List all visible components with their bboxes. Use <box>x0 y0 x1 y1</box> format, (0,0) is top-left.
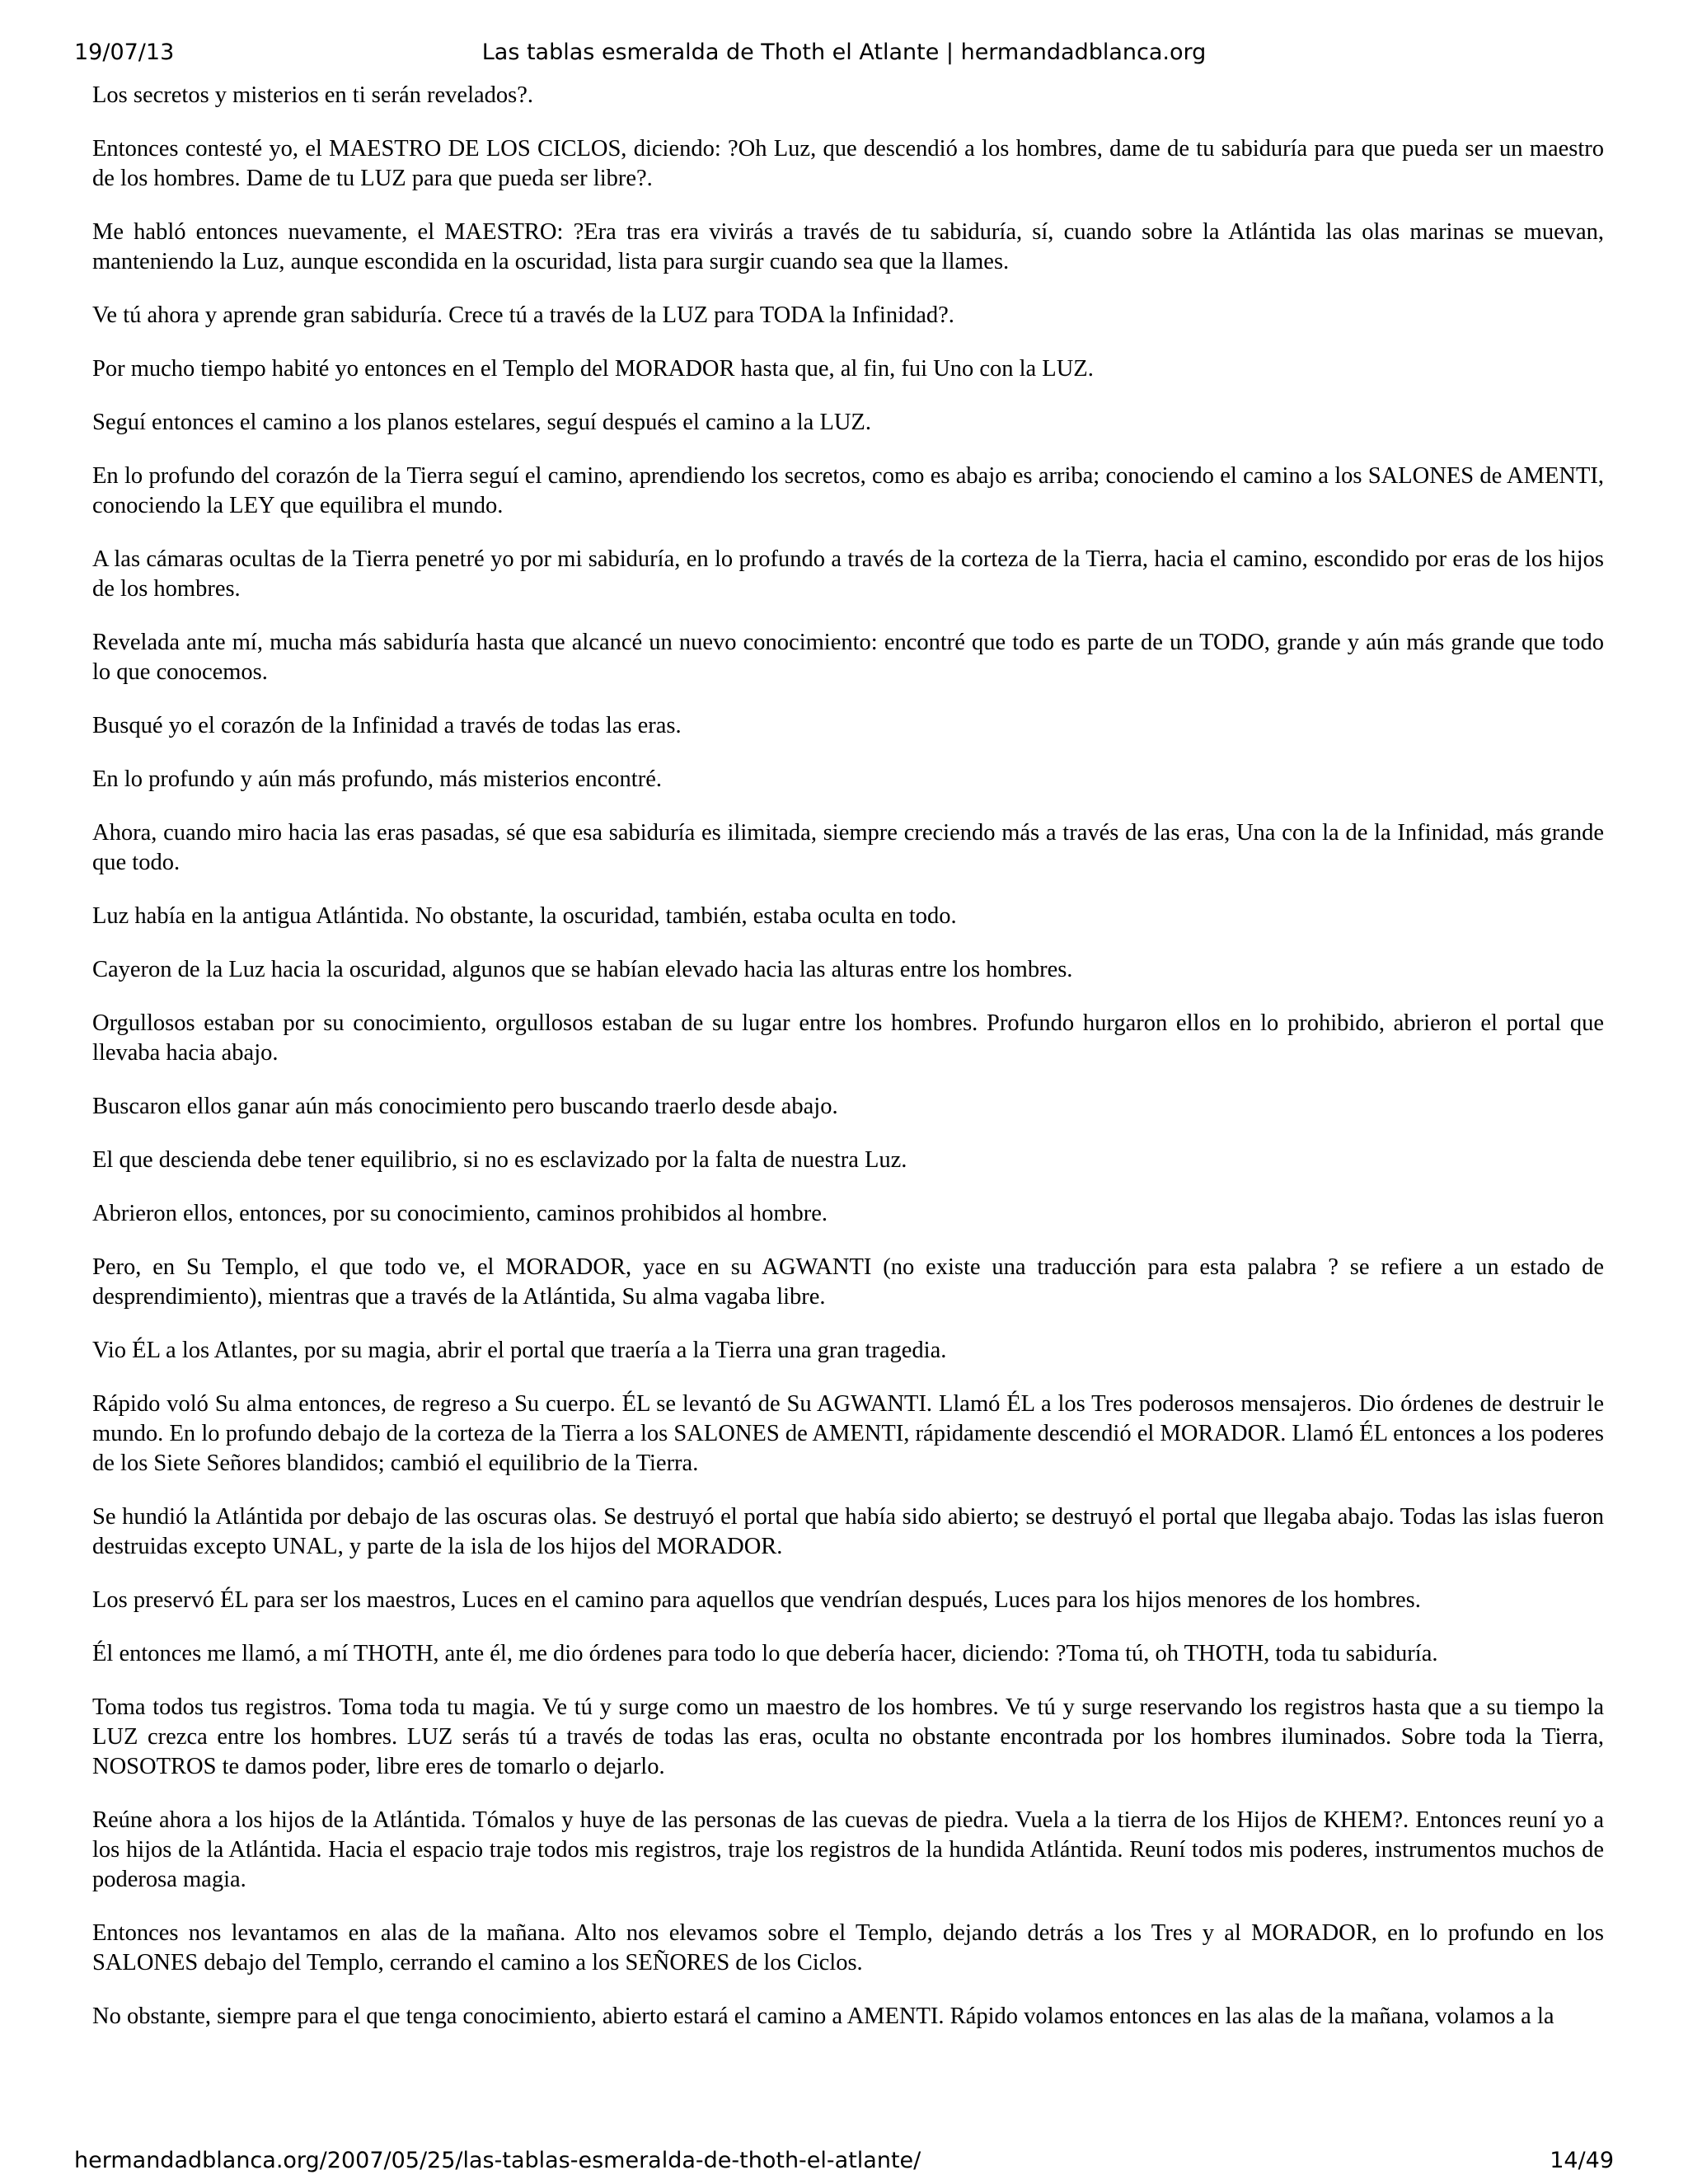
paragraph: Reúne ahora a los hijos de la Atlántida. Tómalos y huye de las personas de las cuevas de piedra. Vuela a la tierra de los Hijos de KHEM?. Entonces reuní yo a los hijos de la Atlántida. Hacia el espacio traje todos mis registros, traje los registros de la hundida Atlántida. Reuní todos mis poderes, instrumentos muchos de poderosa magia. <box>92 1807 1604 1892</box>
footer-url: hermandadblanca.org/2007/05/25/las-tablas-esmeralda-de-thoth-el-atlante/ <box>74 2148 921 2173</box>
paragraph: Entonces nos levantamos en alas de la mañana. Alto nos elevamos sobre el Templo, dejando detrás a los Tres y al MORADOR, en lo profundo en los SALONES debajo del Templo, cerrando el camino a los SEÑORES de los Ciclos. <box>92 1920 1604 1975</box>
paragraph: Orgullosos estaban por su conocimiento, orgullosos estaban de su lugar entre los hombres. Profundo hurgaron ellos en lo prohibido, abrieron el portal que llevaba hacia abajo. <box>92 1010 1604 1066</box>
paragraph: Toma todos tus registros. Toma toda tu magia. Ve tú y surge como un maestro de los hombres. Ve tú y surge reservando los registros hasta que a su tiempo la LUZ crezca entre los hombres. LUZ serás tú a través de todas las eras, oculta no obstante encontrada por los hombres iluminados. Sobre toda la Tierra, NOSOTROS te damos poder, libre eres de tomarlo o dejarlo. <box>92 1694 1604 1779</box>
paragraph: Por mucho tiempo habité yo entonces en el Templo del MORADOR hasta que, al fin, fui Uno con la LUZ. <box>92 356 1094 382</box>
paragraph: Seguí entonces el camino a los planos estelares, seguí después el camino a la LUZ. <box>92 410 871 435</box>
paragraph: Ve tú ahora y aprende gran sabiduría. Crece tú a través de la LUZ para TODA la Infinidad?. <box>92 302 954 328</box>
paragraph: Cayeron de la Luz hacia la oscuridad, algunos que se habían elevado hacia las alturas entre los hombres. <box>92 957 1073 982</box>
paragraph: No obstante, siempre para el que tenga conocimiento, abierto estará el camino a AMENTI. Rápido volamos entonces en las alas de la mañana, volamos a la <box>92 2004 1554 2029</box>
paragraph: Busqué yo el corazón de la Infinidad a través de todas las eras. <box>92 713 682 738</box>
paragraph: Vio ÉL a los Atlantes, por su magia, abrir el portal que traería a la Tierra una gran tragedia. <box>92 1338 947 1363</box>
paragraph: En lo profundo del corazón de la Tierra seguí el camino, aprendiendo los secretos, como es abajo es arriba; conociendo el camino a los SALONES de AMENTI, conociendo la LEY que equilibra el mundo. <box>92 463 1604 518</box>
paragraph: Me habló entonces nuevamente, el MAESTRO: ?Era tras era vivirás a través de tu sabiduría, sí, cuando sobre la Atlántida las olas marinas se muevan, manteniendo la Luz, aunque escondida en la oscuridad, lista para surgir cuando sea que la llames. <box>92 219 1604 274</box>
paragraph: Pero, en Su Templo, el que todo ve, el MORADOR, yace en su AGWANTI (no existe una traducción para esta palabra ? se refiere a un estado de desprendimiento), mientras que a través de la Atlántida, Su alma vagaba libre. <box>92 1254 1604 1310</box>
paragraph: Los secretos y misterios en ti serán revelados?. <box>92 82 534 108</box>
paragraph: Los preservó ÉL para ser los maestros, Luces en el camino para aquellos que vendrían después, Luces para los hijos menores de los hombres. <box>92 1587 1421 1613</box>
footer-page-number: 14/49 <box>1550 2148 1614 2173</box>
paragraph: Luz había en la antigua Atlántida. No obstante, la oscuridad, también, estaba oculta en todo. <box>92 903 957 929</box>
paragraph: En lo profundo y aún más profundo, más misterios encontré. <box>92 766 662 792</box>
paragraph: Rápido voló Su alma entonces, de regreso a Su cuerpo. ÉL se levantó de Su AGWANTI. Llamó ÉL a los Tres poderosos mensajeros. Dio órdenes de destruir le mundo. En lo profundo debajo de la corteza de la Tierra a los SALONES de AMENTI, rápidamente descendió el MORADOR. Llamó ÉL entonces a los poderes de los Siete Señores blandidos; cambió el equilibrio de la Tierra. <box>92 1391 1604 1476</box>
header-date: 19/07/13 <box>74 40 175 65</box>
paragraph: El que descienda debe tener equilibrio, si no es esclavizado por la falta de nuestra Luz. <box>92 1147 907 1173</box>
document-body <box>92 81 1604 2032</box>
paragraph: Ahora, cuando miro hacia las eras pasadas, sé que esa sabiduría es ilimitada, siempre creciendo más a través de las eras, Una con la de la Infinidad, más grande que todo. <box>92 820 1604 875</box>
paragraph: Buscaron ellos ganar aún más conocimiento pero buscando traerlo desde abajo. <box>92 1094 838 1119</box>
paragraph: Se hundió la Atlántida por debajo de las oscuras olas. Se destruyó el portal que había sido abierto; se destruyó el portal que llegaba abajo. Todas las islas fueron destruidas excepto UNAL, y parte de la isla de los hijos del MORADOR. <box>92 1504 1604 1559</box>
header-title: Las tablas esmeralda de Thoth el Atlante | hermandadblanca.org <box>481 40 1207 65</box>
paragraph: Entonces contesté yo, el MAESTRO DE LOS CICLOS, diciendo: ?Oh Luz, que descendió a los hombres, dame de tu sabiduría para que pueda ser un maestro de los hombres. Dame de tu LUZ para que pueda ser libre?. <box>92 136 1604 191</box>
paragraph: A las cámaras ocultas de la Tierra penetré yo por mi sabiduría, en lo profundo a través de la corteza de la Tierra, hacia el camino, escondido por eras de los hijos de los hombres. <box>92 546 1604 602</box>
paragraph: Él entonces me llamó, a mí THOTH, ante él, me dio órdenes para todo lo que debería hacer, diciendo: ?Toma tú, oh THOTH, toda tu sabiduría. <box>92 1641 1438 1666</box>
paragraph: Revelada ante mí, mucha más sabiduría hasta que alcancé un nuevo conocimiento: encontré que todo es parte de un TODO, grande y aún más grande que todo lo que conocemos. <box>92 630 1604 685</box>
paragraph: Abrieron ellos, entonces, por su conocimiento, caminos prohibidos al hombre. <box>92 1201 828 1226</box>
